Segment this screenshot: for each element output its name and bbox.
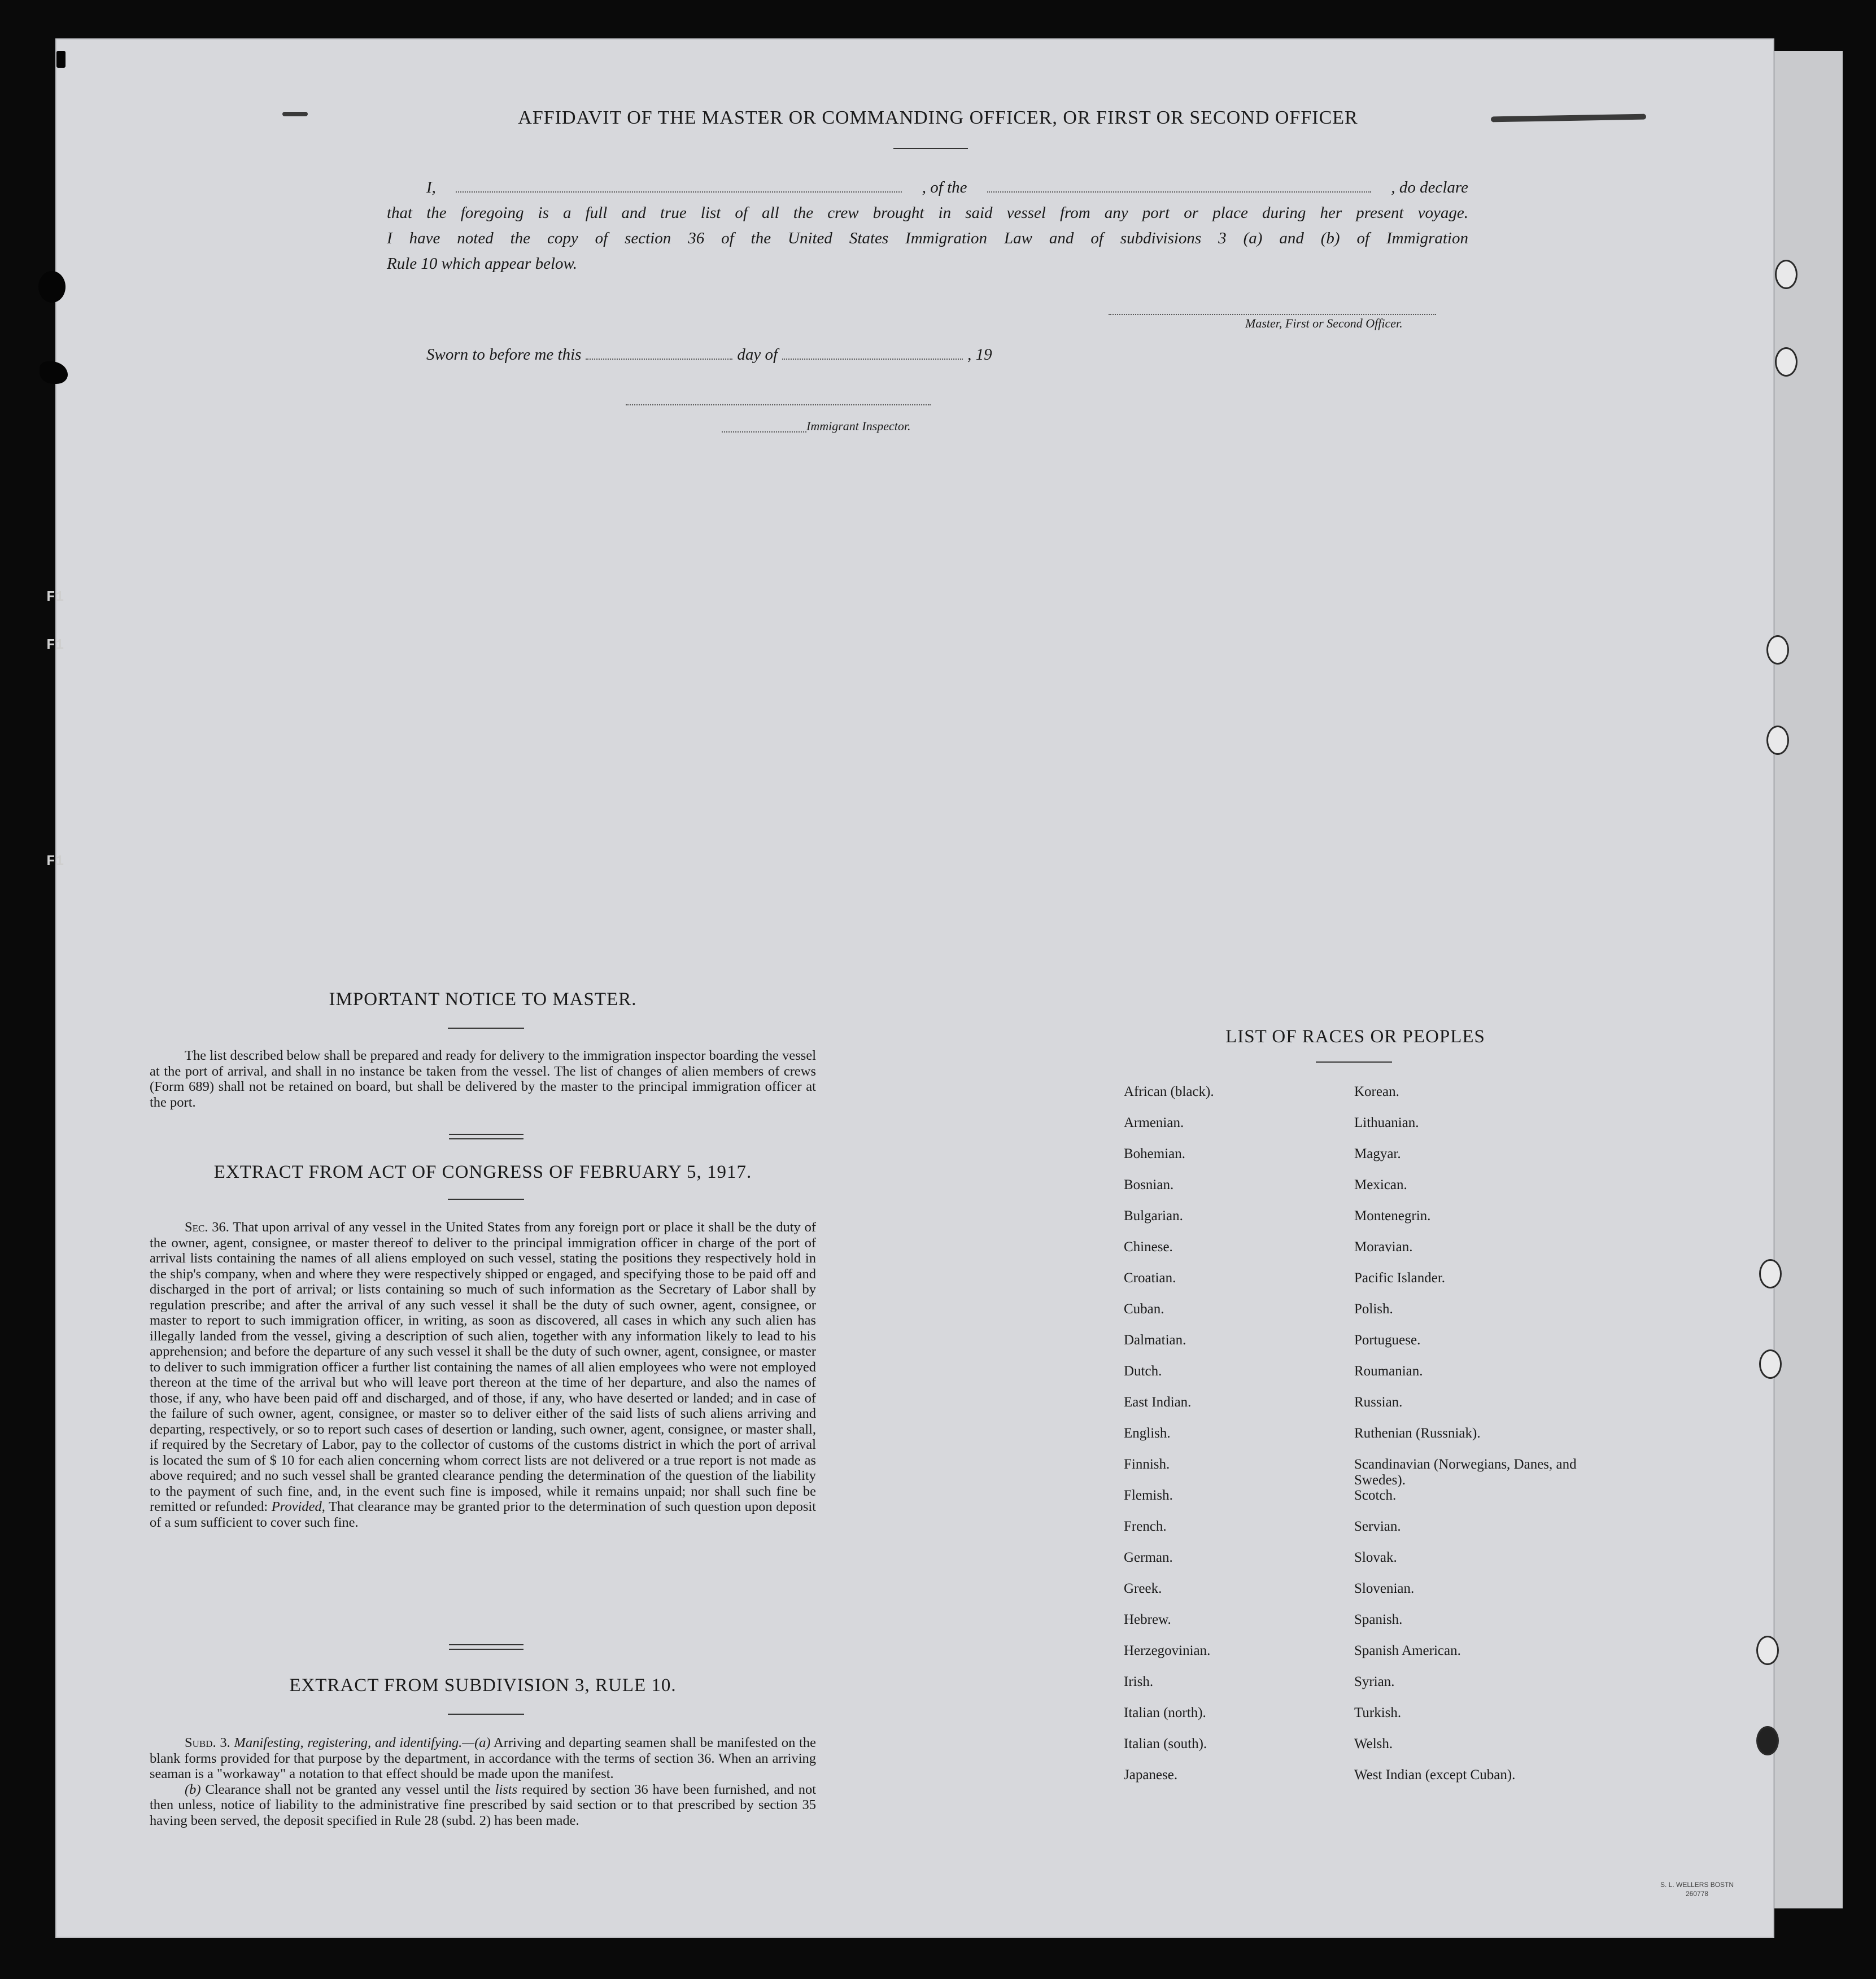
race-item: East Indian. bbox=[1124, 1395, 1192, 1410]
race-item: Bohemian. bbox=[1124, 1146, 1186, 1161]
subd-b-text-2: required by section 36 have been furnished, and not then unless, notice of liability to the administrative fine prescribed by said section or to that prescribed by section 35 having been served, the deposit specified in Rule 28 (subd. 2) has been made. bbox=[150, 1781, 817, 1828]
right-edge-hole-icon bbox=[1756, 1726, 1779, 1755]
race-item: Portuguese. bbox=[1354, 1333, 1421, 1348]
race-item: Japanese. bbox=[1124, 1767, 1178, 1783]
right-edge-hole-icon bbox=[1775, 260, 1798, 289]
margin-mark: F1 bbox=[46, 853, 64, 870]
race-item: Scandinavian (Norwegians, Danes, and Swedes). bbox=[1354, 1457, 1577, 1488]
races-list-right bbox=[1354, 1084, 1591, 1798]
race-item: Italian (north). bbox=[1124, 1705, 1206, 1720]
races-list-left bbox=[1124, 1084, 1338, 1798]
race-item: Magyar. bbox=[1354, 1146, 1401, 1161]
race-item: French. bbox=[1124, 1519, 1167, 1534]
affidavit-title: AFFIDAVIT OF THE MASTER OR COMMANDING OFFICER, OR FIRST OR SECOND OFFICER bbox=[518, 107, 1358, 128]
title-rule bbox=[893, 148, 968, 149]
act-title: EXTRACT FROM ACT OF CONGRESS OF FEBRUARY 5, 1917. bbox=[213, 1162, 752, 1182]
race-item: Lithuanian. bbox=[1354, 1115, 1419, 1130]
race-item: Croatian. bbox=[1124, 1270, 1176, 1286]
subd-b-mark: (b) bbox=[185, 1781, 201, 1797]
right-edge-hole-icon bbox=[1759, 1349, 1782, 1379]
race-item: Finnish. bbox=[1124, 1457, 1170, 1472]
section-divider bbox=[449, 1644, 523, 1650]
subd-a-mark: —(a) bbox=[462, 1735, 491, 1750]
right-edge-hole-icon bbox=[1766, 635, 1789, 665]
affidavit-line4: Rule 10 which appear below. bbox=[387, 255, 577, 273]
race-item: Chinese. bbox=[1124, 1239, 1173, 1255]
race-item: Slovenian. bbox=[1354, 1581, 1415, 1596]
race-item: Russian. bbox=[1354, 1395, 1403, 1410]
subd-label: Subd. 3. bbox=[185, 1735, 230, 1750]
affidavit-line1-end: , do declare bbox=[1391, 178, 1468, 196]
race-item: Mexican. bbox=[1354, 1177, 1407, 1192]
sworn-line bbox=[426, 346, 992, 364]
race-item: Servian. bbox=[1354, 1519, 1401, 1534]
right-edge-hole-icon bbox=[1766, 726, 1789, 755]
race-item: African (black). bbox=[1124, 1084, 1214, 1099]
race-item: Irish. bbox=[1124, 1674, 1154, 1689]
race-item: Welsh. bbox=[1354, 1736, 1393, 1751]
margin-mark: F1 bbox=[46, 636, 64, 653]
race-item: Korean. bbox=[1354, 1084, 1399, 1099]
race-item: Ruthenian (Russniak). bbox=[1354, 1426, 1481, 1441]
underlying-page-edge bbox=[1773, 51, 1843, 1908]
affidavit-body bbox=[387, 175, 1468, 277]
rule-body bbox=[150, 1735, 816, 1828]
left-punch-hole-icon bbox=[38, 271, 66, 303]
printer-imprint bbox=[1660, 1880, 1734, 1898]
affidavit-line1-start: I, bbox=[426, 178, 436, 196]
affidavit-line1-mid: , of the bbox=[922, 178, 967, 196]
notice-text: The list described below shall be prepared and ready for delivery to the immigration inspector boarding the vessel at the port of arrival, and shall in no instance be taken from the vessel. The list of changes of alien members of crews (Form 689) shall not be retained on board, but shall be delivered by the master to the principal immigration officer at the port. bbox=[150, 1048, 816, 1110]
subd-heading: Manifesting, registering, and identifying. bbox=[234, 1735, 463, 1750]
month-blank bbox=[782, 358, 963, 360]
notice-title: IMPORTANT NOTICE TO MASTER. bbox=[329, 989, 637, 1010]
margin-mark: F1 bbox=[46, 588, 64, 605]
printer-line1: S. L. WELLERS BOSTN bbox=[1660, 1881, 1734, 1889]
sec-36-label: Sec. 36. bbox=[185, 1220, 229, 1235]
signature-label: Master, First or Second Officer. bbox=[1245, 316, 1403, 330]
sworn-start: Sworn to before me this bbox=[426, 346, 582, 364]
subd-a-text: Arriving and departing seamen shall be manifested on the blank forms provided for that purpose by the department, in accordance with the terms of section 36. When an arriving seaman is a "workaway" a notation to that effect should be made upon the manifest. bbox=[150, 1735, 816, 1781]
act-rule bbox=[448, 1199, 524, 1200]
printer-line2: 260778 bbox=[1686, 1890, 1709, 1898]
race-item: Pacific Islander. bbox=[1354, 1270, 1446, 1286]
day-blank bbox=[586, 358, 732, 360]
rule-title: EXTRACT FROM SUBDIVISION 3, RULE 10. bbox=[289, 1675, 677, 1696]
race-item: Moravian. bbox=[1354, 1239, 1413, 1255]
subd-b-text-1: Clearance shall not be granted any vessel until the bbox=[205, 1781, 491, 1797]
races-title: LIST OF RACES OR PEOPLES bbox=[1225, 1026, 1485, 1047]
affidavit-line3: I have noted the copy of section 36 of the United States Immigration Law and of subdivisions 3 (a) and (b) of Immigration bbox=[387, 229, 1468, 247]
sec-36-text: That upon arrival of any vessel in the United States from any foreign port or place it shall be the duty of the owner, agent, consignee, or master thereof to deliver to the principal immigration officer in charge of the port of arrival lists containing the names of all aliens employed on such vessel, stating the positions they respectively hold in the ship's company, when and where they were respectively shipped or engaged, and specifying those to be paid off and discharged in the port of arrival; or lists containing so much of such information as the Secretary of Labor shall by regulation prescribe; and after the arrival of any such vessel it shall be the duty of such owner, agent, consignee, or master to report to such immigration officer, in writing, as soon as discovered, all cases in which any such alien has illegally landed from the vessel, giving a description of such alien, together with any information likely to lead to his apprehension; and before the departure of any such vessel it shall be the duty of such owner, agent, consignee, or master to deliver to such immigration officer a further list containing the names of all alien employees who were not employed thereon at the time of the arrival but who will leave port thereon at the time of her departure, and also the names of those, if any, who have been paid off and discharged, and of those, if any, who have deserted or landed; and in case of the failure of such owner, agent, consignee, or master so to deliver either of the said lists of such aliens arriving and departing, respectively, or so to report such cases of desertion or landing, such owner, agent, consignee, or master shall, if required by the Secretary of Labor, pay to the collector of customs of the customs district in which the port of arrival is located the sum of $ 10 for each alien concerning whom correct lists are not delivered or a true report is not made as above required; and no such vessel shall be granted clearance pending the determination of the question of the liability to the payment of such fine, and, in the event such fine is imposed, while it remains unpaid; nor shall such fine be remitted or refunded: bbox=[150, 1220, 816, 1514]
sworn-mid: day of bbox=[737, 346, 778, 364]
left-clip-icon bbox=[56, 51, 66, 68]
notice-body bbox=[150, 1048, 816, 1110]
section-divider bbox=[449, 1134, 523, 1139]
inspector-signature-blank bbox=[626, 404, 931, 405]
race-item: Scotch. bbox=[1354, 1488, 1397, 1503]
right-edge-hole-icon bbox=[1759, 1259, 1782, 1288]
race-item: Turkish. bbox=[1354, 1705, 1402, 1720]
right-edge-hole-icon bbox=[1775, 347, 1798, 377]
race-item: English. bbox=[1124, 1426, 1171, 1441]
notice-rule bbox=[448, 1028, 524, 1029]
act-body bbox=[150, 1220, 816, 1530]
race-item: Polish. bbox=[1354, 1301, 1393, 1317]
race-item: Montenegrin. bbox=[1354, 1208, 1431, 1224]
race-item: Dutch. bbox=[1124, 1364, 1162, 1379]
provided-term: Provided, bbox=[271, 1499, 325, 1514]
race-item: West Indian (except Cuban). bbox=[1354, 1767, 1516, 1783]
subd-b-lists: lists bbox=[495, 1781, 518, 1797]
name-blank bbox=[456, 191, 902, 193]
vessel-blank bbox=[987, 191, 1371, 193]
race-item: Armenian. bbox=[1124, 1115, 1184, 1130]
race-item: Cuban. bbox=[1124, 1301, 1164, 1317]
races-rule bbox=[1316, 1061, 1392, 1063]
race-item: Dalmatian. bbox=[1124, 1333, 1186, 1348]
right-edge-hole-icon bbox=[1756, 1636, 1779, 1665]
race-item: Herzegovinian. bbox=[1124, 1643, 1211, 1658]
inspector-label: Immigrant Inspector. bbox=[806, 419, 911, 433]
race-item: Spanish. bbox=[1354, 1612, 1403, 1627]
race-item: Syrian. bbox=[1354, 1674, 1395, 1689]
race-item: Hebrew. bbox=[1124, 1612, 1171, 1627]
affidavit-line2: that the foregoing is a full and true list of all the crew brought in said vessel from any port or place during her present voyage. bbox=[387, 204, 1468, 222]
race-item: Bosnian. bbox=[1124, 1177, 1174, 1192]
race-item: Greek. bbox=[1124, 1581, 1162, 1596]
race-item: German. bbox=[1124, 1550, 1173, 1565]
race-item: Bulgarian. bbox=[1124, 1208, 1183, 1224]
race-item: Spanish American. bbox=[1354, 1643, 1461, 1658]
sworn-end: , 19 bbox=[967, 346, 992, 364]
race-item: Slovak. bbox=[1354, 1550, 1397, 1565]
sec-36-proviso: That clearance may be granted prior to the determination of such question upon deposit of a sum sufficient to cover such fine. bbox=[150, 1499, 817, 1530]
race-item: Roumanian. bbox=[1354, 1364, 1423, 1379]
race-item: Italian (south). bbox=[1124, 1736, 1207, 1751]
rule-underline bbox=[448, 1714, 524, 1715]
signature-blank bbox=[1109, 313, 1436, 315]
inspector-lead-blank bbox=[722, 431, 806, 433]
race-item: Flemish. bbox=[1124, 1488, 1173, 1503]
